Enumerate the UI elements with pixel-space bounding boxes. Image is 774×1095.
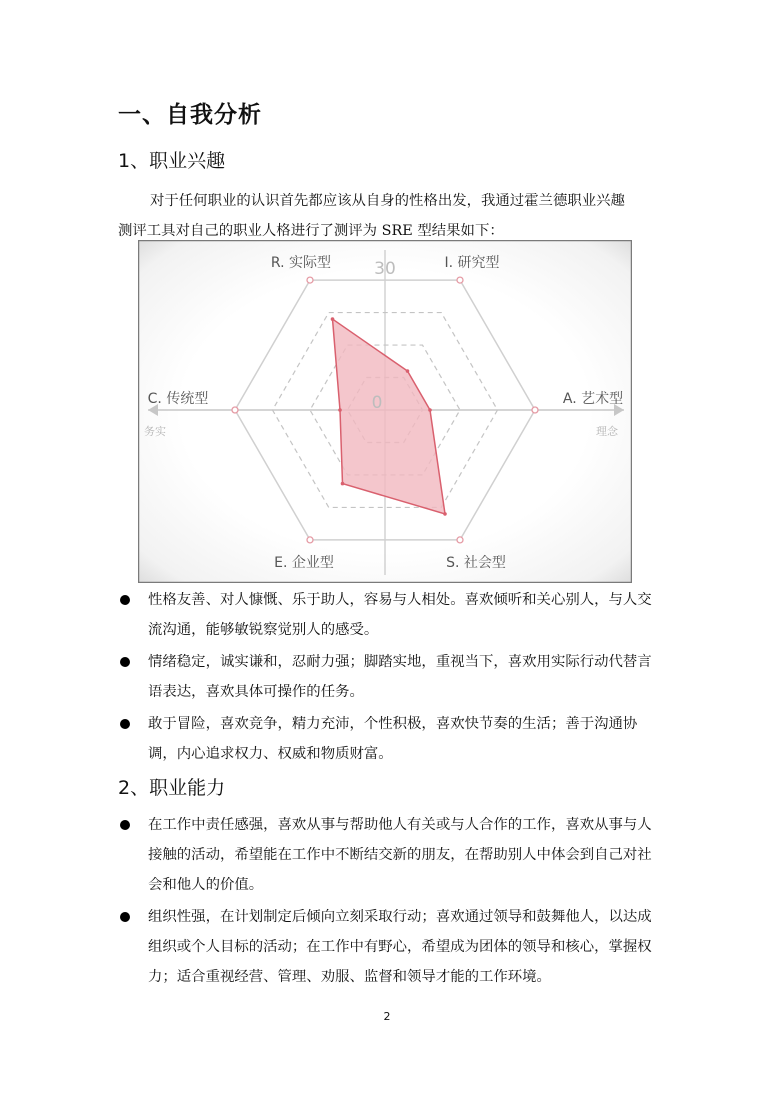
section-title-interest: 1、职业兴趣 (118, 150, 226, 172)
list-item (118, 585, 663, 645)
data-point (428, 408, 432, 412)
list-item-text: 情绪稳定，诚实谦和，忍耐力强；脚踏实地，重视当下，喜欢用实际行动代替言语表达，喜欢具体可操作的任务。 (148, 654, 652, 700)
axis-label-R: R. 实际型 (270, 255, 332, 271)
list-item (118, 709, 663, 769)
axis-label-A: A. 艺术型 (562, 391, 624, 407)
page-heading: 一、自我分析 (118, 102, 262, 128)
left-axis-label: 务实 (144, 425, 166, 438)
data-point (338, 408, 342, 412)
list-item (118, 902, 663, 992)
right-axis-label: 理念 (596, 425, 618, 438)
data-point (406, 369, 410, 373)
tick-label-max: 30 (374, 259, 396, 279)
intro-paragraph (118, 186, 658, 246)
trait-list (118, 585, 663, 769)
axis-label-C: C. 传统型 (147, 391, 209, 407)
holland-radar-chart (138, 240, 632, 583)
axis-vertex (457, 537, 463, 543)
section-title-ability: 2、职业能力 (118, 777, 226, 799)
tick-label-zero: 0 (371, 393, 383, 413)
axis-vertex (307, 537, 313, 543)
ability-list (118, 810, 663, 992)
bullet-icon (120, 820, 130, 830)
axis-label-E: E. 企业型 (274, 555, 334, 571)
list-item-text: 敢于冒险，喜欢竞争，精力充沛，个性积极，喜欢快节奏的生活；善于沟通协调，内心追求权力、权威和物质财富。 (148, 716, 638, 762)
data-point (341, 482, 345, 486)
bullet-icon (120, 595, 130, 605)
axis-label-I: I. 研究型 (444, 255, 500, 271)
intro-line-1: 对于任何职业的认识首先都应该从自身的性格出发，我通过霍兰德职业兴趣 (150, 193, 625, 209)
list-item-text: 性格友善、对人慷慨、乐于助人，容易与人相处。喜欢倾听和关心别人，与人交流沟通，能够敏锐察觉别人的感受。 (148, 592, 652, 638)
axis-label-S: S. 社会型 (446, 555, 506, 571)
list-item (118, 647, 663, 707)
bullet-icon (120, 719, 130, 729)
axis-vertex (232, 407, 238, 413)
axis-vertex (532, 407, 538, 413)
list-item-text: 在工作中责任感强，喜欢从事与帮助他人有关或与人合作的工作，喜欢从事与人接触的活动，希望能在工作中不断结交新的朋友，在帮助别人中体会到自己对社会和他人的价值。 (148, 817, 652, 893)
radar-svg (138, 240, 632, 583)
intro-line-2: 测评工具对自己的职业人格进行了测评为 SRE 型结果如下： (118, 223, 504, 239)
page-number: 2 (383, 1010, 391, 1023)
list-item (118, 810, 663, 900)
bullet-icon (120, 657, 130, 667)
list-item-text: 组织性强，在计划制定后倾向立刻采取行动；喜欢通过领导和鼓舞他人，以达成组织或个人目标的活动；在工作中有野心，希望成为团体的领导和核心，掌握权力；适合重视经营、管理、劝服、监督和领导才能的工作环境。 (148, 909, 652, 985)
axis-vertex (457, 277, 463, 283)
data-point (331, 317, 335, 321)
bullet-icon (120, 912, 130, 922)
axis-vertex (307, 277, 313, 283)
data-point (443, 512, 447, 516)
